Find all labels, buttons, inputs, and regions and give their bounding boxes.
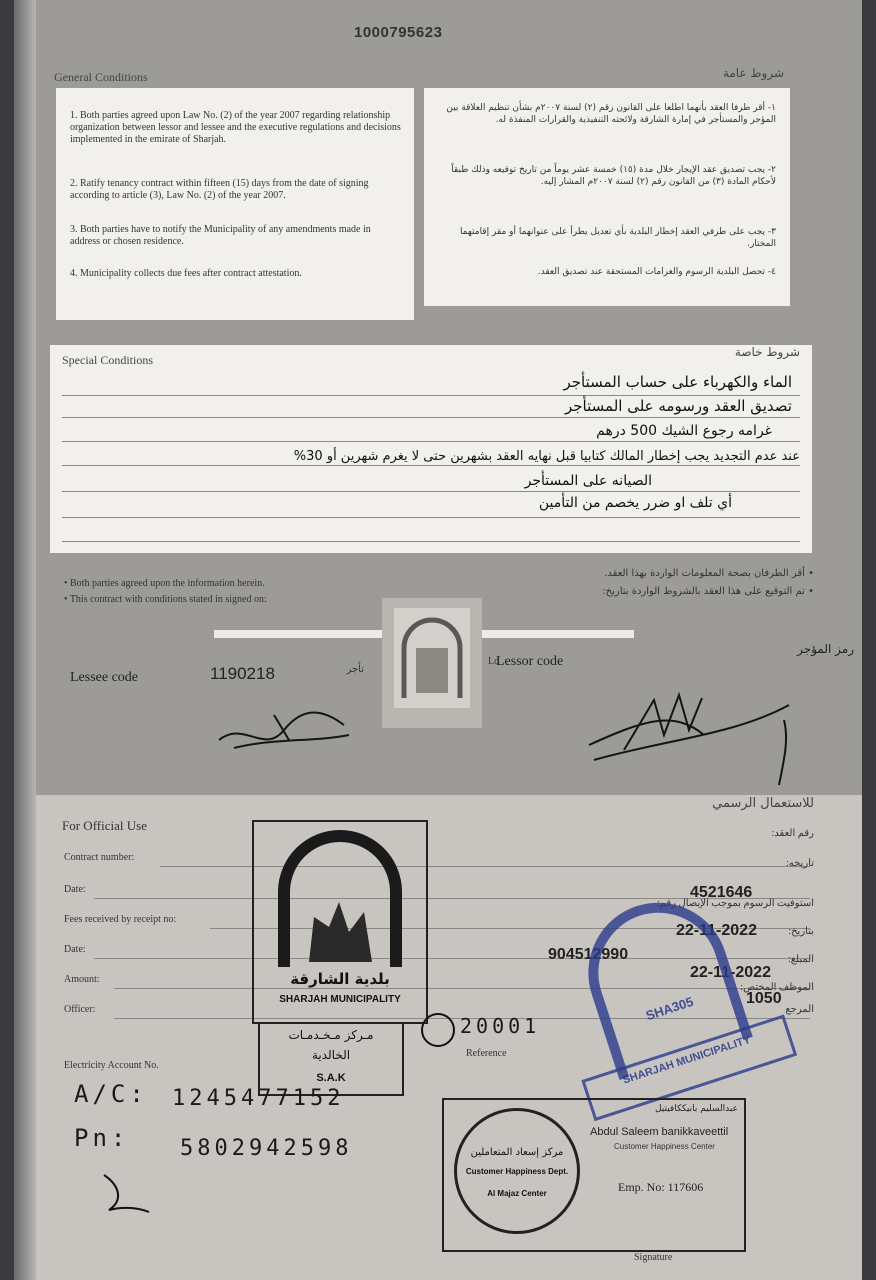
lessee-signature (214, 700, 354, 760)
officer-label: Officer: (64, 1004, 96, 1015)
special-line-3: غرامه رجوع الشيك 500 درهم (596, 423, 772, 439)
municipality-stamp-en: SHARJAH MUNICIPALITY (279, 994, 401, 1005)
receipt-date-label-ar: بتاريخ: (788, 926, 814, 937)
electricity-account-label: Electricity Account No. (64, 1060, 159, 1071)
receipt-number-label: Fees received by receipt no: (64, 914, 177, 925)
blue-stamp-text: SHARJAH MUNICIPALITY (621, 1033, 753, 1087)
gc-item-ar-1: ١- أقر طرفا العقد بأنهما اطلعا على القانون رقم (٢) لسنة ٢٠٠٧م بشأن تنظيم العلاقة بين المؤجر والمستأجر في إمارة الشارقة ولائحته التنفيذية والقرارات المنفذة له. (446, 103, 776, 125)
gc-item-en-1: 1. Both parties agreed upon Law No. (2) of the year 2007 regarding relationship organization between lessor and lessee and the executive regulations and decisions implemented in the emirate of Sharjah. (70, 110, 401, 145)
book-binding (14, 0, 36, 1280)
ac-value: 1245477152 (172, 1086, 345, 1111)
sak-stamp-ar-line1: مـركز مـخـدمـات (288, 1028, 374, 1042)
amount-value-stamped: 904512990 (548, 946, 629, 963)
lessor-signature (584, 680, 804, 790)
contract-number-label-ar: رقم العقد: (771, 828, 814, 839)
employee-stamp-box (442, 1098, 746, 1252)
gc-item-ar-3: ٣- يجب على طرفي العقد إخطار البلدية بأي تعديل يطرأ على عنوانهما أو مقر إقامتهما المختار. (459, 227, 776, 249)
employee-number: Emp. No: 117606 (618, 1180, 704, 1194)
special-conditions-title-ar: شروط خاصة (734, 345, 800, 359)
initials-mark (94, 1170, 154, 1220)
lessee-code-value: 1190218 (210, 664, 275, 683)
gc-item-en-2: 2. Ratify tenancy contract within fifteen (15) days from the date of signing according to article (3), Law No. (2) of the year 2007. (70, 178, 369, 201)
customer-happiness-seal (454, 1108, 580, 1234)
sak-stamp-ar-line2: الخالدية (311, 1048, 351, 1062)
customer-stamp-en: Customer Happiness Dept. (465, 1167, 569, 1176)
special-line-6: أي تلف او ضرر يخصم من التأمين (538, 495, 732, 511)
special-line-5: الصيانه على المستأجر (524, 473, 652, 489)
sak-label: S.A.K (316, 1072, 346, 1084)
gc-item-ar-4: ٤- تحصل البلدية الرسوم والغرامات المستحقة عند تصديق العقد. (537, 267, 776, 277)
general-conditions-title-ar: شروط عامة (722, 66, 784, 80)
pn-prefix: Pn: (74, 1124, 130, 1152)
arch-emblem-icon (382, 598, 482, 728)
gc-item-en-3: 3. Both parties have to notify the Municipality of any amendments made in address or chosen residence. (70, 224, 371, 247)
employee-role: Customer Happiness Center (614, 1142, 715, 1151)
contract-number-label: Contract number: (64, 852, 135, 863)
lessee-ar-fragment: تأجر (346, 664, 364, 675)
stamp-fragment: Lo (488, 656, 500, 667)
customer-stamp-center: Al Majaz Center (487, 1189, 547, 1198)
general-conditions-title-en: General Conditions (54, 70, 148, 84)
signature-label: Signature (634, 1252, 673, 1263)
special-line-1: الماء والكهرباء على حساب المستأجر (563, 373, 792, 391)
circled-number-mark (418, 1010, 458, 1050)
lessor-code-label: Lessor code (496, 654, 564, 669)
contract-page (14, 0, 862, 1280)
official-use-title-en: For Official Use (62, 818, 147, 833)
general-conditions-ar-panel (424, 88, 790, 306)
municipality-stamp (252, 820, 428, 1024)
date-value-2: 22-11-2022 (690, 964, 771, 981)
lessor-code-ar: رمز المؤجر (797, 642, 854, 656)
agreement-line-2-ar: • تم التوقيع على هذا العقد بالشروط الواردة بتاريخ: (602, 586, 814, 597)
reference-label: Reference (466, 1048, 507, 1059)
receipt-number-label-ar: استوفيت الرسوم بموجب الإيصال رقم: (656, 898, 814, 909)
officer-label-ar: الموظف المختص: (740, 982, 814, 993)
municipality-stamp-ar: بلدية الشارقة (290, 970, 390, 988)
ac-prefix: A/C: (74, 1080, 148, 1108)
stamp-image (382, 598, 482, 728)
sak-stamp (258, 1022, 404, 1096)
blue-stamp-code: SHA305 (643, 993, 696, 1024)
amount-label-ar: المبلغ: (787, 954, 814, 965)
special-line-2: تصديق العقد ورسومه على المستأجر (565, 397, 792, 415)
pn-value: 5802942598 (180, 1136, 353, 1161)
official-use-title-ar: للاستعمال الرسمي (712, 796, 814, 811)
amount-label: Amount: (64, 974, 100, 985)
lessee-code-label: Lessee code (70, 670, 139, 685)
employee-name: Abdul Saleem banikkaveettil (590, 1126, 729, 1138)
serial-number: 1000795623 (354, 24, 443, 41)
customer-stamp-ar: مركز إسعاد المتعاملين (470, 1147, 564, 1158)
agreement-line-1-ar: • أقر الطرفان بصحة المعلومات الواردة بهذا العقد. (604, 568, 814, 579)
special-conditions-title-en: Special Conditions (62, 353, 153, 367)
contract-date-label-ar: تاريخه: (785, 858, 814, 869)
agreement-line-1-en: • Both parties agreed upon the information herein. (64, 578, 265, 589)
fee-amount-value: 1050 (746, 990, 782, 1007)
gc-item-en-4: 4. Municipality collects due fees after contract attestation. (70, 268, 302, 279)
agreement-line-2-en: • This contract with conditions stated in signed on: (64, 594, 267, 605)
receipt-date-value: 22-11-2022 (676, 922, 757, 939)
general-conditions-en-panel (56, 88, 414, 320)
reference-label-ar: المرجع (785, 1004, 814, 1015)
special-line-4: عند عدم التجديد يجب إخطار المالك كتابيا قبل نهايه العقد بشهرين حتى لا يغرم شهرين أو 30% (293, 449, 800, 464)
handwritten-circle-number: 20001 (460, 1014, 541, 1038)
gc-item-ar-2: ٢- يجب تصديق عقد الإيجار خلال مدة (١٥) خمسة عشر يوماً من تاريخ توقيعه وذلك طبقاً لأحكام المادة (٣) من القانون رقم (٢) لسنة ٢٠٠٧م المشار إليه. (451, 165, 776, 187)
municipality-arch-icon (254, 822, 426, 972)
special-conditions-panel (50, 345, 812, 553)
employee-name-ar: عبدالسليم بانيككافيتيل (654, 1104, 738, 1114)
receipt-number-value: 4521646 (690, 884, 753, 901)
contract-date-label: Date: (64, 884, 86, 895)
receipt-date-label: Date: (64, 944, 86, 955)
